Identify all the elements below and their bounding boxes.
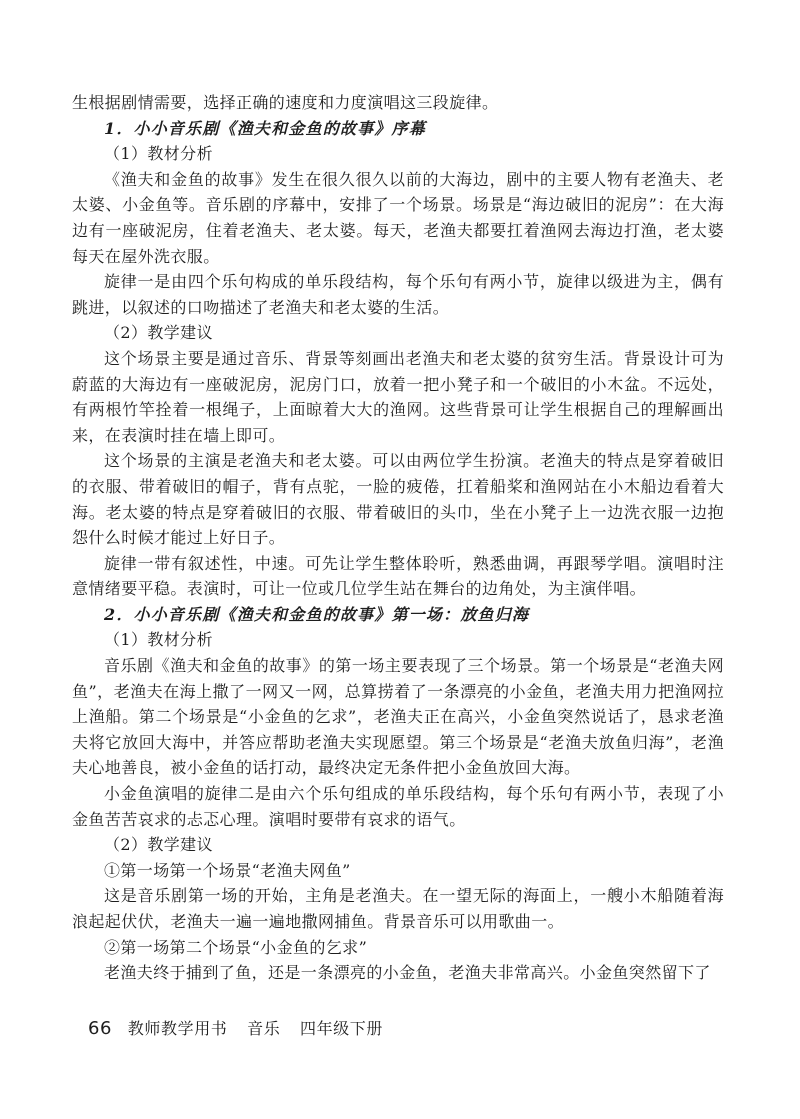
section-heading: 1．小小音乐剧《渔夫和金鱼的故事》序幕 (104, 118, 426, 138)
body-text (72, 90, 724, 986)
book-title: 教师教学用书 (127, 1019, 228, 1038)
paragraph: ①第一场第一个场景“老渔夫网鱼” (104, 860, 351, 880)
paragraph: 《渔夫和金鱼的故事》发生在很久很久以前的大海边，剧中的主要人物有老渔夫、老太婆、小金鱼等。音乐剧的序幕中，安排了一个场景。场景是“海边破旧的泥房”：在大海边有一座破泥房，住着老渔夫、老太婆。每天，老渔夫都要扛着渔网去海边打渔，老太婆每天在屋外洗衣服。 (72, 169, 724, 266)
section-heading: 2．小小音乐剧《渔夫和金鱼的故事》第一场：放鱼归海 (104, 604, 530, 624)
paragraph: 这是音乐剧第一场的开始，主角是老渔夫。在一望无际的海面上，一艘小木船随着海浪起起伏伏，老渔夫一遍一遍地撒网捕鱼。背景音乐可以用歌曲一。 (72, 886, 724, 931)
paragraph: 老渔夫终于捕到了鱼，还是一条漂亮的小金鱼，老渔夫非常高兴。小金鱼突然留下了 (104, 963, 711, 983)
page-number: 66 (88, 1018, 113, 1039)
paragraph: 小金鱼演唱的旋律二是由六个乐句组成的单乐段结构，每个乐句有两小节，表现了小金鱼苦苦哀求的忐忑心理。演唱时要带有哀求的语气。 (72, 784, 724, 829)
paragraph: 生根据剧情需要，选择正确的速度和力度演唱这三段旋律。 (72, 93, 499, 112)
paragraph: 旋律一带有叙述性，中速。可先让学生整体聆听，熟悉曲调，再跟琴学唱。演唱时注意情绪要平稳。表演时，可让一位或几位学生站在舞台的边角处，为主演伴唱。 (72, 553, 724, 599)
paragraph: 音乐剧《渔夫和金鱼的故事》的第一场主要表现了三个场景。第一个场景是“老渔夫网鱼”，老渔夫在海上撒了一网又一网，总算捞着了一条漂亮的小金鱼，老渔夫用力把渔网拉上渔船。第二个场景是“小金鱼的乞求”，老渔夫正在高兴，小金鱼突然说话了，恳求老渔夫将它放回大海中，并答应帮助老渔夫实现愿望。第三个场景是“老渔夫放鱼归海”，老渔夫心地善良，被小金鱼的话打动，最终决定无条件把小金鱼放回大海。 (72, 656, 724, 778)
subject-label: 音乐 (247, 1019, 281, 1038)
paragraph: ②第一场第二个场景“小金鱼的乞求” (104, 937, 368, 957)
paragraph: （2）教学建议 (104, 323, 213, 343)
paragraph: （1）教材分析 (104, 630, 213, 650)
paragraph: 旋律一是由四个乐句构成的单乐段结构，每个乐句有两小节，旋律以级进为主，偶有跳进，以叙述的口吻描述了老渔夫和老太婆的生活。 (72, 272, 724, 317)
paragraph: 这个场景主要是通过音乐、背景等刻画出老渔夫和老太婆的贫穷生活。背景设计可为蔚蓝的大海边有一座破泥房，泥房门口，放着一把小凳子和一个破旧的小木盆。不远处，有两根竹竿拴着一根绳子，上面晾着大大的渔网。这些背景可让学生根据自己的理解画出来，在表演时挂在墙上即可。 (72, 348, 724, 445)
grade-label: 四年级下册 (299, 1019, 383, 1038)
page-footer (88, 1016, 383, 1039)
paragraph: 这个场景的主演是老渔夫和老太婆。可以由两位学生扮演。老渔夫的特点是穿着破旧的衣服、带着破旧的帽子，背有点驼，一脸的疲倦，扛着船桨和渔网站在小木船边看着大海。老太婆的特点是穿着破旧的衣服、带着破旧的头巾，坐在小凳子上一边洗衣服一边抱怨什么时候才能过上好日子。 (72, 451, 724, 548)
paragraph: （1）教材分析 (104, 144, 213, 164)
paragraph: （2）教学建议 (104, 835, 213, 855)
